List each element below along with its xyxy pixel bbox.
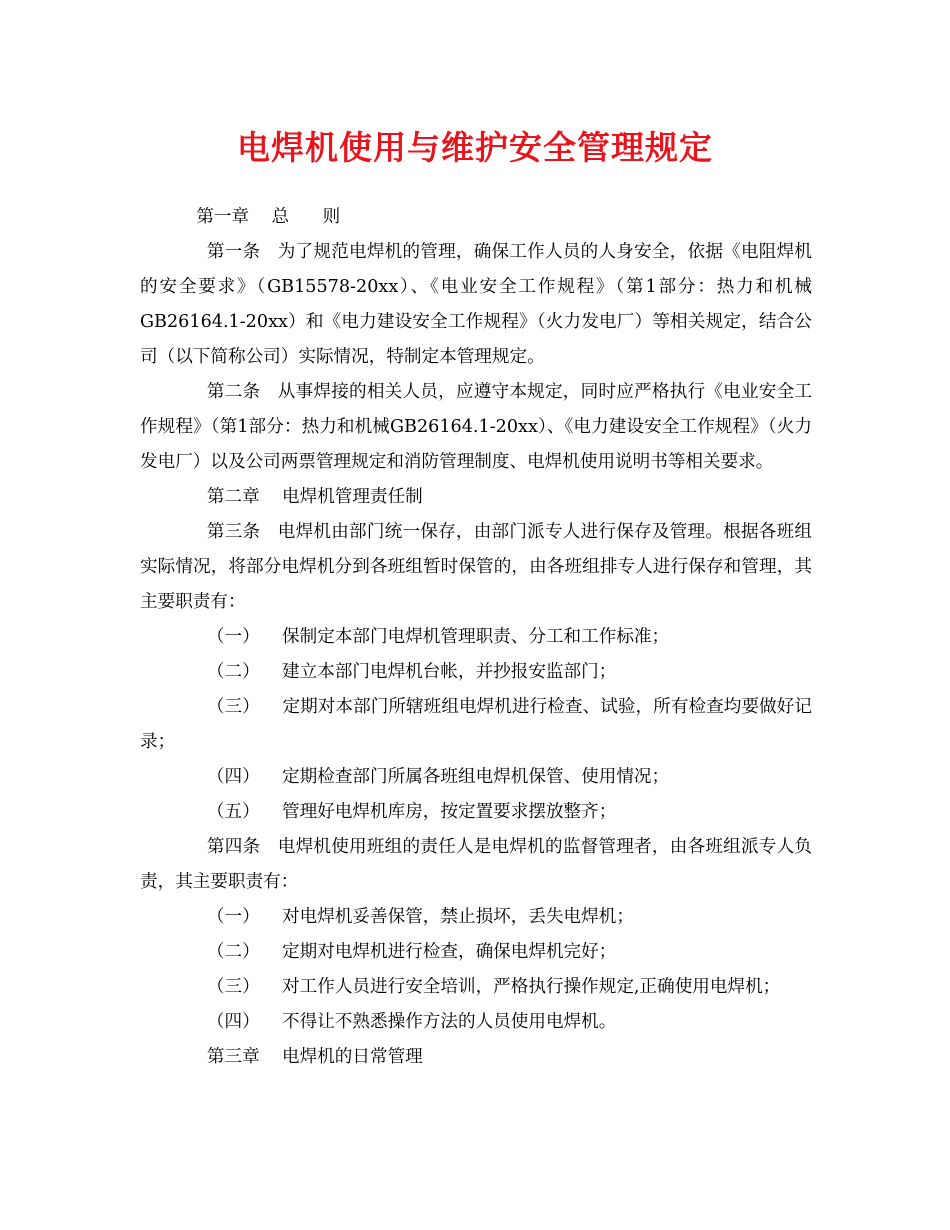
item-label: （一） [206,907,283,927]
item-text: 建立本部门电焊机台帐，并抄报安监部门； [282,662,617,682]
item-label: （三） [206,977,283,997]
chapter-heading: 第一章 总 则 [196,207,341,227]
item-text: 对电焊机妥善保管，禁止损坏，丢失电焊机； [282,907,634,927]
item-text: 对工作人员进行安全培训，严格执行操作规定,正确使用电焊机； [282,977,781,997]
item-text: 定期对电焊机进行检查，确保电焊机完好； [282,942,617,962]
item-label: （一） [206,627,283,647]
item-text: 保制定本部门电焊机管理职责、分工和工作标准； [282,627,670,647]
item-label: （二） [206,942,283,962]
list-item [140,620,812,655]
article-text: 从事焊接的相关人员，应遵守本规定，同时应严格执行《电业安全工作规程》（第1部分：热力和机械GB26164.1-20xx）、《电力建设安全工作规程》（火力发电厂）以及公司两票管理规定和消防管理制度、电焊机使用说明书等相关要求。 [140,382,812,472]
list-item [140,655,812,690]
article-label: 第三条 [206,522,278,542]
document-body [140,200,812,1075]
list-item [140,900,812,935]
list-item [140,970,812,1005]
list-item [140,795,812,830]
item-label: （二） [206,662,283,682]
article-paragraph [140,830,812,900]
item-text: 定期对本部门所辖班组电焊机进行检查、试验，所有检查均要做好记录； [140,697,812,752]
item-text: 管理好电焊机库房，按定置要求摆放整齐； [282,802,617,822]
list-item [140,1005,812,1040]
item-label: （三） [206,697,283,717]
item-label: （四） [206,767,283,787]
item-text: 不得让不熟悉操作方法的人员使用电焊机。 [282,1012,617,1032]
list-item [140,760,812,795]
article-text: 电焊机使用班组的责任人是电焊机的监督管理者，由各班组派专人负责，其主要职责有： [140,837,812,892]
list-item [140,690,812,760]
article-paragraph [140,235,812,375]
list-item [140,935,812,970]
article-label: 第二条 [206,382,278,402]
item-label: （四） [206,1012,283,1032]
item-text: 定期检查部门所属各班组电焊机保管、使用情况； [282,767,670,787]
chapter-heading: 第三章 电焊机的日常管理 [206,1047,423,1067]
chapter-heading: 第二章 电焊机管理责任制 [206,487,423,507]
article-label: 第四条 [206,837,278,857]
article-label: 第一条 [206,242,278,262]
article-paragraph [140,515,812,620]
item-label: （五） [206,802,283,822]
article-paragraph [140,375,812,480]
article-text: 电焊机由部门统一保存，由部门派专人进行保存及管理。根据各班组实际情况，将部分电焊机分到各班组暂时保管的，由各班组排专人进行保存和管理，其主要职责有： [140,522,812,612]
article-text: 为了规范电焊机的管理，确保工作人员的人身安全，依据《电阻焊机的安全要求》（GB15578-20xx）、《电业安全工作规程》（第1部分：热力和机械GB26164.1-20xx）和《电力建设安全工作规程》（火力发电厂）等相关规定，结合公司（以下简称公司）实际情况，特制定本管理规定。 [140,242,812,367]
document-title: 电焊机使用与维护安全管理规定 [237,128,713,167]
